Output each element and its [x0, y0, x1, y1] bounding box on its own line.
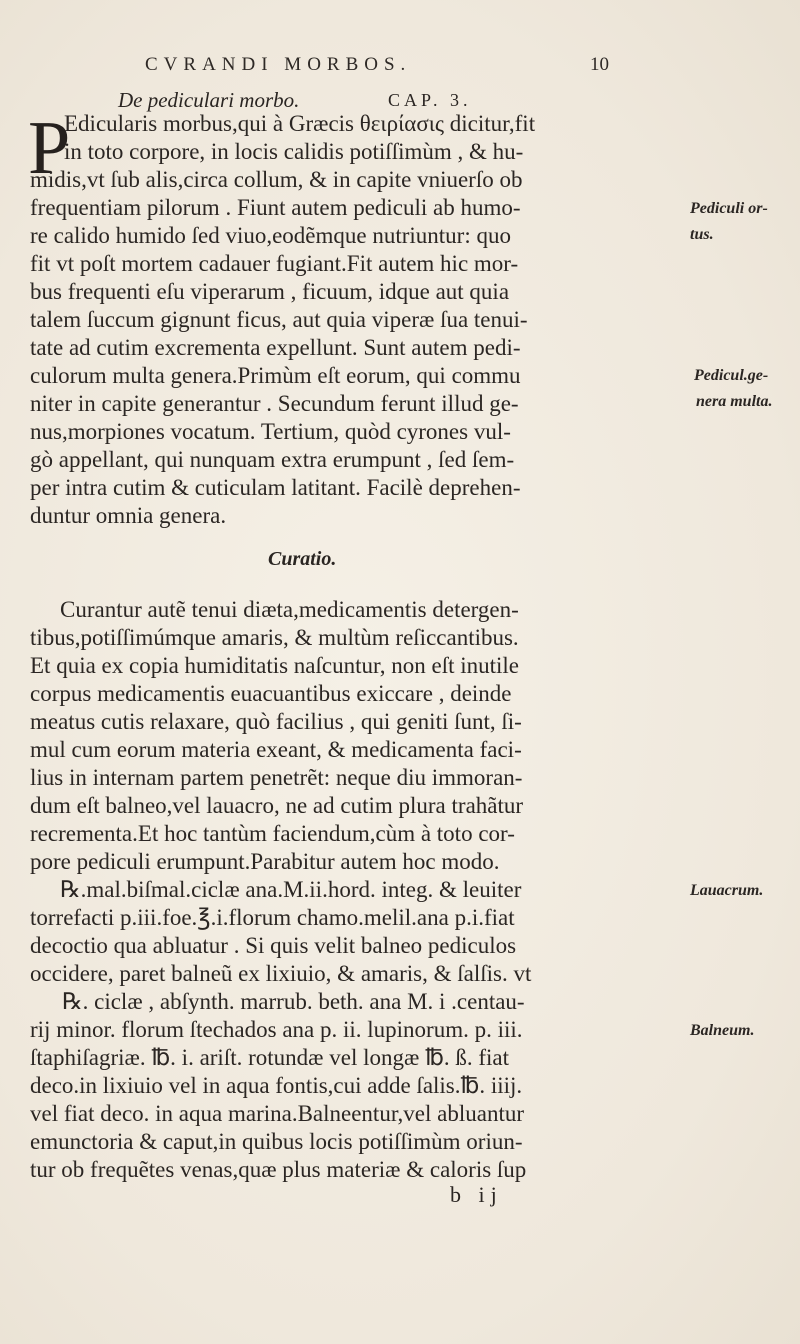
text-line: bus frequenti eſu viperarum , ficuum, idque aut quia — [30, 279, 510, 304]
text-line: duntur omnia genera. — [30, 503, 227, 528]
text-line: Et quia ex copia humiditatis naſcuntur, non eſt inutile — [30, 653, 519, 678]
text-line: meatus cutis relaxare, quò facilius , qui geniti ſunt, ſi- — [30, 709, 522, 734]
text-line: rij minor. florum ſtechados ana p. ii. lupinorum. p. iii. — [30, 1017, 523, 1042]
text-line: gò appellant, qui nunquam extra erumpunt , ſed ſem- — [30, 447, 515, 472]
margin-note: Lauacrum. — [690, 882, 764, 899]
text-line: niter in capite generantur . Secundum ferunt illud ge- — [30, 391, 519, 416]
text-line: culorum multa genera.Primùm eſt eorum, qui commu — [30, 363, 521, 388]
margin-note: Balneum. — [690, 1022, 755, 1039]
text-line: tur ob frequẽtes venas,quæ plus materiæ & caloris ſup — [30, 1157, 527, 1182]
text-line: Curantur autẽ tenui diæta,medicamentis detergen- — [60, 597, 519, 622]
signature-mark: b ij — [450, 1182, 503, 1207]
text-line: torrefacti p.iii.foe.℥.i.florum chamo.melil.ana p.i.fiat — [30, 905, 515, 930]
text-line: nus,morpiones vocatum. Tertium, quòd cyrones vul- — [30, 419, 511, 444]
text-line: tibus,potiſſimúmque amaris, & multùm reſiccantibus. — [30, 625, 519, 650]
text-line: lius in internam partem penetrẽt: neque diu immoran- — [30, 765, 523, 790]
text-line: fit vt poſt mortem cadauer fugiant.Fit autem hic mor- — [30, 251, 519, 276]
text-line: emunctoria & caput,in quibus locis potiſſimùm oriun- — [30, 1129, 523, 1154]
text-line: ſtaphiſagriæ. ℔. i. ariſt. rotundæ vel longæ ℔. ß. fiat — [30, 1045, 510, 1070]
chapter-title: De pediculari morbo. — [118, 88, 300, 112]
text-line: occidere, paret balneũ ex lixiuio, & amaris, & ſalſis. vt — [30, 961, 532, 986]
page-number: 10 — [590, 54, 609, 75]
text-line: recrementa.Et hoc tantùm faciendum,cùm à toto cor- — [30, 821, 515, 846]
margin-note: Pediculi or- — [690, 200, 768, 217]
text-line: decoctio qua abluatur . Si quis velit balneo pediculos — [30, 933, 517, 958]
text-line: vel fiat deco. in aqua marina.Balneentur,vel abluantur — [30, 1101, 525, 1126]
section-title: Curatio. — [268, 548, 337, 570]
text-line: mul cum eorum materia exeant, & medicamenta faci- — [30, 737, 522, 762]
running-head: CVRANDI MORBOS. — [145, 54, 412, 75]
text-line: dum eſt balneo,vel lauacro, ne ad cutim plura trahãtur — [30, 793, 524, 818]
text-line: re calido humido ſed viuo,eodẽmque nutriuntur: quo — [30, 223, 511, 248]
text-line: in toto corpore, in locis calidis potiſſimùm , & hu- — [64, 139, 524, 164]
drop-cap-initial: P — [28, 106, 71, 190]
text-line: Edicularis morbus,qui à Græcis θειρίασις dicitur,fit — [64, 111, 536, 136]
margin-note: nera multa. — [696, 393, 773, 410]
text-line: per intra cutim & cuticulam latitant. Facilè deprehen- — [30, 475, 521, 500]
margin-note: Pedicul.ge- — [694, 367, 769, 384]
text-line: ℞.mal.biſmal.ciclæ ana.M.ii.hord. integ. & leuiter — [60, 877, 522, 902]
text-line: talem ſuccum gignunt ficus, aut quia viperæ ſua tenui- — [30, 307, 528, 332]
margin-note: tus. — [690, 226, 714, 243]
chapter-number: CAP. 3. — [388, 90, 472, 110]
text-line: midis,vt ſub alis,circa collum, & in capite vniuerſo ob — [30, 167, 523, 192]
text-line: tate ad cutim excrementa expellunt. Sunt autem pedi- — [30, 335, 521, 360]
text-line: deco.in lixiuio vel in aqua fontis,cui adde ſalis.℔. iiij. — [30, 1073, 523, 1098]
text-line: ℞. ciclæ , abſynth. marrub. beth. ana M. i .centau- — [62, 989, 525, 1014]
text-line: pore pediculi erumpunt.Parabitur autem hoc modo. — [30, 849, 500, 874]
text-line: frequentiam pilorum . Fiunt autem pediculi ab humo- — [30, 195, 521, 220]
text-line: corpus medicamentis euacuantibus exiccare , deinde — [30, 681, 512, 706]
